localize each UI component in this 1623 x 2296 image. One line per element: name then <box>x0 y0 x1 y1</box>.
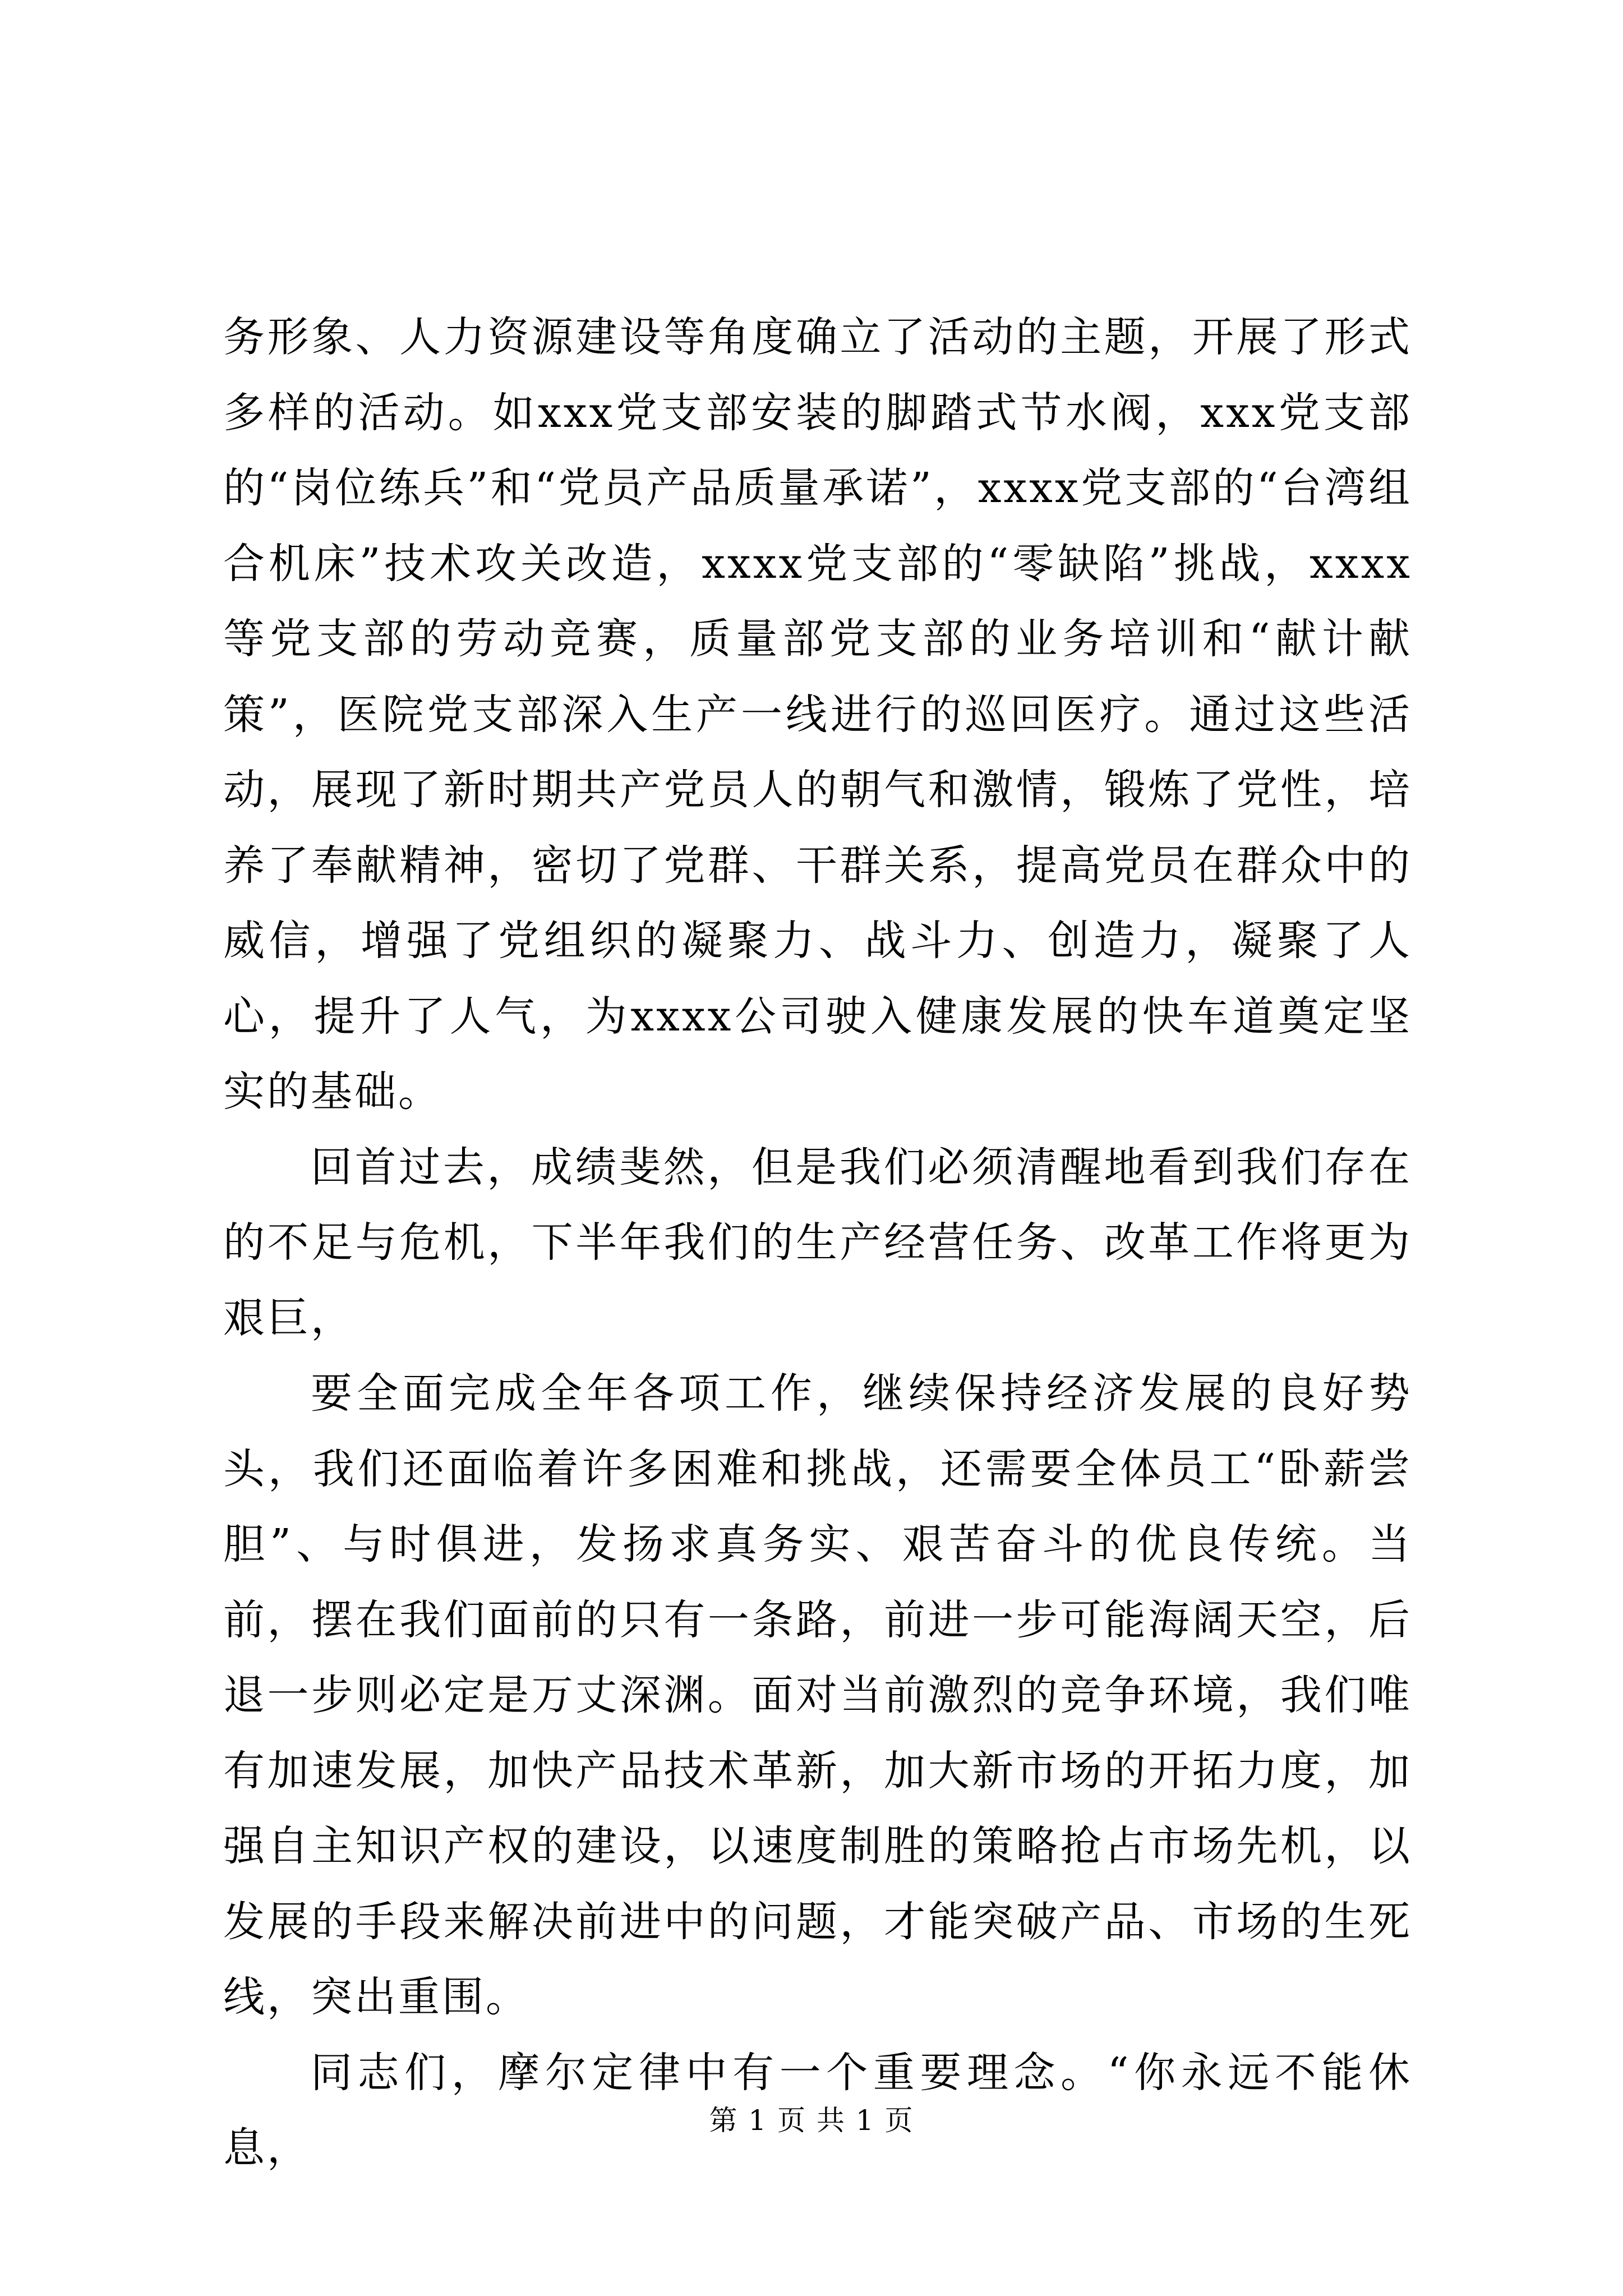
paragraph-4: 同志们，摩尔定律中有一个重要理念。“你永远不能休息， <box>223 2048 1412 2172</box>
document-body <box>223 300 1412 2186</box>
paragraph-1: 务形象、人力资源建设等角度确立了活动的主题，开展了形式多样的活动。如xxx党支部安装的脚踏式节水阀，xxx党支部的“岗位练兵”和“党员产品质量承诺”，xxxx党支部的“台湾组合机床”技术攻关改造，xxxx党支部的“零缺陷”挑战，xxxx等党支部的劳动竞赛，质量部党支部的业务培训和“献计献策”，医院党支部深入生产一线进行的巡回医疗。通过这些活动，展现了新时期共产党员人的朝气和激情，锻炼了党性，培养了奉献精神，密切了党群、干群关系，提高党员在群众中的威信，增强了党组织的凝聚力、战斗力、创造力，凝聚了人心，提升了人气，为xxxx公司驶入健康发展的快车道奠定坚实的基础。 <box>223 313 1412 1116</box>
page-footer: 第 1 页 共 1 页 <box>709 2104 914 2137</box>
paragraph-3: 要全面完成全年各项工作，继续保持经济发展的良好势头，我们还面临着许多困难和挑战，还需要全体员工“卧薪尝胆”、与时俱进，发扬求真务实、艰苦奋斗的优良传统。当前，摆在我们面前的只有一条路，前进一步可能海阔天空，后退一步则必定是万丈深渊。面对当前激烈的竞争环境，我们唯有加速发展，加快产品技术革新，加大新市场的开拓力度，加强自主知识产权的建设，以速度制胜的策略抢占市场先机，以发展的手段来解决前进中的问题，才能突破产品、市场的生死线，突出重围。 <box>223 1369 1412 2021</box>
paragraph-2: 回首过去，成绩斐然，但是我们必须清醒地看到我们存在的不足与危机，下半年我们的生产经营任务、改革工作将更为艰巨， <box>223 1143 1412 1342</box>
